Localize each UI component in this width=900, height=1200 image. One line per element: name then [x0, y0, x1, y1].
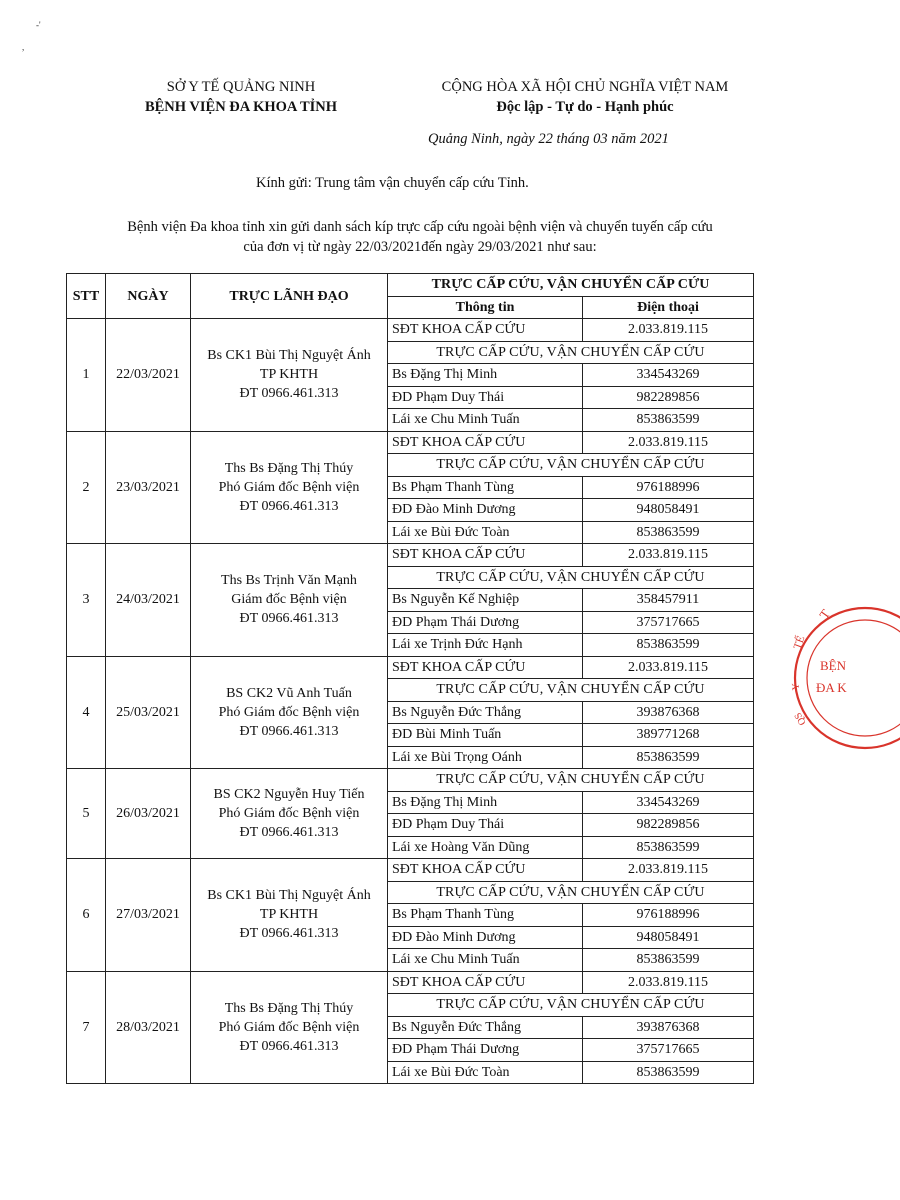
stt-cell: 4	[67, 656, 106, 769]
intro-line-2: của đơn vị từ ngày 22/03/2021đến ngày 29/03/2021 như sau:	[243, 239, 597, 255]
date-cell: 28/03/2021	[106, 971, 191, 1084]
staff-phone: 853863599	[583, 409, 754, 432]
leader-line: Phó Giám đốc Bệnh viện	[218, 704, 360, 720]
leader-cell	[191, 544, 388, 657]
seal-letter: Y	[790, 682, 802, 691]
seal-letter: QS	[792, 710, 809, 727]
staff-phone: 853863599	[583, 634, 754, 657]
er-phone-number: 2.033.819.115	[583, 656, 754, 679]
er-phone-label: SĐT KHOA CẤP CỨU	[388, 319, 583, 342]
er-phone-number: 2.033.819.115	[583, 544, 754, 567]
table-row	[67, 431, 754, 454]
leader-cell	[191, 431, 388, 544]
staff-name: Lái xe Chu Minh Tuấn	[388, 949, 583, 972]
leader-cell	[191, 971, 388, 1084]
stt-cell: 1	[67, 319, 106, 432]
staff-phone: 853863599	[583, 521, 754, 544]
stt-cell: 7	[67, 971, 106, 1084]
staff-phone: 393876368	[583, 701, 754, 724]
intro-line-1: Bệnh viện Đa khoa tỉnh xin gửi danh sách kíp trực cấp cứu ngoài bệnh viện và chuyển tuyến cấp cứu	[127, 219, 713, 235]
er-phone-label: SĐT KHOA CẤP CỨU	[388, 971, 583, 994]
col-header-leader: TRỰC LÃNH ĐẠO	[191, 274, 388, 319]
er-phone-number: 2.033.819.115	[583, 319, 754, 342]
er-phone-number: 2.033.819.115	[583, 971, 754, 994]
date-cell: 26/03/2021	[106, 769, 191, 859]
staff-name: Bs Nguyễn Đức Thắng	[388, 701, 583, 724]
staff-phone: 853863599	[583, 1061, 754, 1084]
leader-line: Bs CK1 Bùi Thị Nguyệt Ánh	[207, 888, 371, 904]
seal-outer-ring	[792, 608, 900, 748]
col-header-info: Thông tin	[388, 296, 583, 319]
leader-line: Ths Bs Trịnh Văn Mạnh	[221, 573, 357, 589]
duty-subheader: TRỰC CẤP CỨU, VẬN CHUYỂN CẤP CỨU	[388, 994, 754, 1017]
duty-schedule-table	[66, 273, 754, 1084]
er-phone-label: SĐT KHOA CẤP CỨU	[388, 544, 583, 567]
seal-letter: TẾ	[791, 634, 808, 652]
staff-name: Lái xe Chu Minh Tuấn	[388, 409, 583, 432]
staff-name: ĐD Phạm Thái Dương	[388, 1039, 583, 1062]
staff-name: ĐD Phạm Duy Thái	[388, 814, 583, 837]
leader-cell	[191, 859, 388, 972]
staff-phone: 976188996	[583, 476, 754, 499]
national-motto-block	[415, 77, 755, 117]
issuer-block	[112, 77, 370, 117]
staff-name: Bs Phạm Thanh Tùng	[388, 476, 583, 499]
national-motto: Độc lập - Tự do - Hạnh phúc	[496, 99, 674, 115]
stt-cell: 3	[67, 544, 106, 657]
stt-cell: 2	[67, 431, 106, 544]
duty-subheader: TRỰC CẤP CỨU, VẬN CHUYỂN CẤP CỨU	[388, 566, 754, 589]
staff-name: ĐD Bùi Minh Tuấn	[388, 724, 583, 747]
date-cell: 23/03/2021	[106, 431, 191, 544]
staff-name: Bs Nguyễn Đức Thắng	[388, 1016, 583, 1039]
leader-line: ĐT 0966.461.313	[239, 386, 339, 402]
staff-name: Lái xe Bùi Trọng Oánh	[388, 746, 583, 769]
staff-name: ĐD Phạm Thái Dương	[388, 611, 583, 634]
seal-letter: T	[816, 606, 834, 622]
duty-subheader: TRỰC CẤP CỨU, VẬN CHUYỂN CẤP CỨU	[388, 341, 754, 364]
er-phone-label: SĐT KHOA CẤP CỨU	[388, 656, 583, 679]
leader-line: BS CK2 Vũ Anh Tuấn	[226, 685, 352, 701]
staff-phone: 389771268	[583, 724, 754, 747]
staff-phone: 853863599	[583, 836, 754, 859]
intro-paragraph	[70, 217, 770, 257]
staff-phone: 334543269	[583, 791, 754, 814]
leader-line: Ths Bs Đặng Thị Thúy	[224, 460, 354, 476]
table-row	[67, 769, 754, 792]
staff-phone: 982289856	[583, 814, 754, 837]
col-header-phone: Điện thoại	[583, 296, 754, 319]
leader-line: Bs CK1 Bùi Thị Nguyệt Ánh	[207, 348, 371, 364]
staff-phone: 948058491	[583, 499, 754, 522]
leader-line: Phó Giám đốc Bệnh viện	[218, 806, 360, 821]
staff-name: ĐD Phạm Duy Thái	[388, 386, 583, 409]
date-cell: 24/03/2021	[106, 544, 191, 657]
hospital-seal	[790, 598, 900, 758]
seal-inner-ring	[807, 620, 900, 736]
col-header-group: TRỰC CẤP CỨU, VẬN CHUYỂN CẤP CỨU	[388, 274, 754, 297]
staff-phone: 853863599	[583, 746, 754, 769]
staff-name: Bs Đặng Thị Minh	[388, 791, 583, 814]
leader-line: Phó Giám đốc Bệnh viện	[218, 1019, 360, 1035]
leader-line: Phó Giám đốc Bệnh viện	[218, 479, 360, 495]
leader-line: ĐT 0966.461.313	[239, 723, 339, 739]
leader-line: ĐT 0966.461.313	[239, 498, 339, 514]
staff-phone: 375717665	[583, 611, 754, 634]
staff-name: Bs Phạm Thanh Tùng	[388, 904, 583, 927]
staff-phone: 375717665	[583, 1039, 754, 1062]
leader-line: BS CK2 Nguyễn Huy Tiến	[213, 787, 365, 802]
er-phone-label: SĐT KHOA CẤP CỨU	[388, 431, 583, 454]
col-header-date: NGÀY	[106, 274, 191, 319]
date-cell: 22/03/2021	[106, 319, 191, 432]
leader-line: ĐT 0966.461.313	[239, 926, 339, 942]
staff-name: Lái xe Trịnh Đức Hạnh	[388, 634, 583, 657]
schedule-body	[67, 319, 754, 1084]
date-cell: 27/03/2021	[106, 859, 191, 972]
staff-phone: 982289856	[583, 386, 754, 409]
issuer-department: SỞ Y TẾ QUẢNG NINH	[166, 79, 316, 95]
staff-phone: 948058491	[583, 926, 754, 949]
leader-line: ĐT 0966.461.313	[239, 611, 339, 627]
date-cell: 25/03/2021	[106, 656, 191, 769]
national-name: CỘNG HÒA XÃ HỘI CHỦ NGHĨA VIỆT NAM	[441, 79, 729, 95]
table-row	[67, 656, 754, 679]
col-header-stt: STT	[67, 274, 106, 319]
staff-phone: 334543269	[583, 364, 754, 387]
leader-cell	[191, 769, 388, 859]
leader-line: TP KHTH	[259, 367, 319, 383]
staff-name: ĐD Đào Minh Dương	[388, 499, 583, 522]
seal-text: ĐA K	[816, 680, 847, 695]
stt-cell: 6	[67, 859, 106, 972]
duty-subheader: TRỰC CẤP CỨU, VẬN CHUYỂN CẤP CỨU	[388, 881, 754, 904]
scan-mark: -'	[36, 20, 41, 30]
table-row	[67, 544, 754, 567]
leader-line: Giám đốc Bệnh viện	[231, 592, 347, 608]
er-phone-label: SĐT KHOA CẤP CỨU	[388, 859, 583, 882]
leader-line: TP KHTH	[259, 907, 319, 923]
staff-phone: 393876368	[583, 1016, 754, 1039]
duty-subheader: TRỰC CẤP CỨU, VẬN CHUYỂN CẤP CỨU	[388, 454, 754, 477]
staff-name: Bs Nguyễn Kế Nghiệp	[388, 589, 583, 612]
staff-name: ĐD Đào Minh Dương	[388, 926, 583, 949]
issuer-hospital: BỆNH VIỆN ĐA KHOA TỈNH	[144, 99, 338, 115]
seal-text: BỆN	[820, 658, 846, 673]
leader-line: ĐT 0966.461.313	[239, 1038, 339, 1054]
document-date: Quảng Ninh, ngày 22 tháng 03 năm 2021	[428, 131, 669, 147]
leader-line: ĐT 0966.461.313	[239, 825, 339, 840]
duty-subheader: TRỰC CẤP CỨU, VẬN CHUYỂN CẤP CỨU	[388, 679, 754, 702]
er-phone-number: 2.033.819.115	[583, 431, 754, 454]
stt-cell: 5	[67, 769, 106, 859]
leader-cell	[191, 319, 388, 432]
leader-line: Ths Bs Đặng Thị Thúy	[224, 1000, 354, 1016]
staff-phone: 853863599	[583, 949, 754, 972]
duty-subheader: TRỰC CẤP CỨU, VẬN CHUYỂN CẤP CỨU	[388, 769, 754, 792]
staff-name: Bs Đặng Thị Minh	[388, 364, 583, 387]
leader-cell	[191, 656, 388, 769]
er-phone-number: 2.033.819.115	[583, 859, 754, 882]
staff-name: Lái xe Bùi Đức Toàn	[388, 1061, 583, 1084]
scan-mark: ,	[22, 42, 25, 52]
table-row	[67, 859, 754, 882]
table-row	[67, 319, 754, 342]
staff-phone: 358457911	[583, 589, 754, 612]
staff-name: Lái xe Hoàng Văn Dũng	[388, 836, 583, 859]
recipient-line: Kính gửi: Trung tâm vận chuyển cấp cứu Tỉnh.	[256, 175, 529, 191]
table-row	[67, 971, 754, 994]
staff-phone: 976188996	[583, 904, 754, 927]
staff-name: Lái xe Bùi Đức Toàn	[388, 521, 583, 544]
